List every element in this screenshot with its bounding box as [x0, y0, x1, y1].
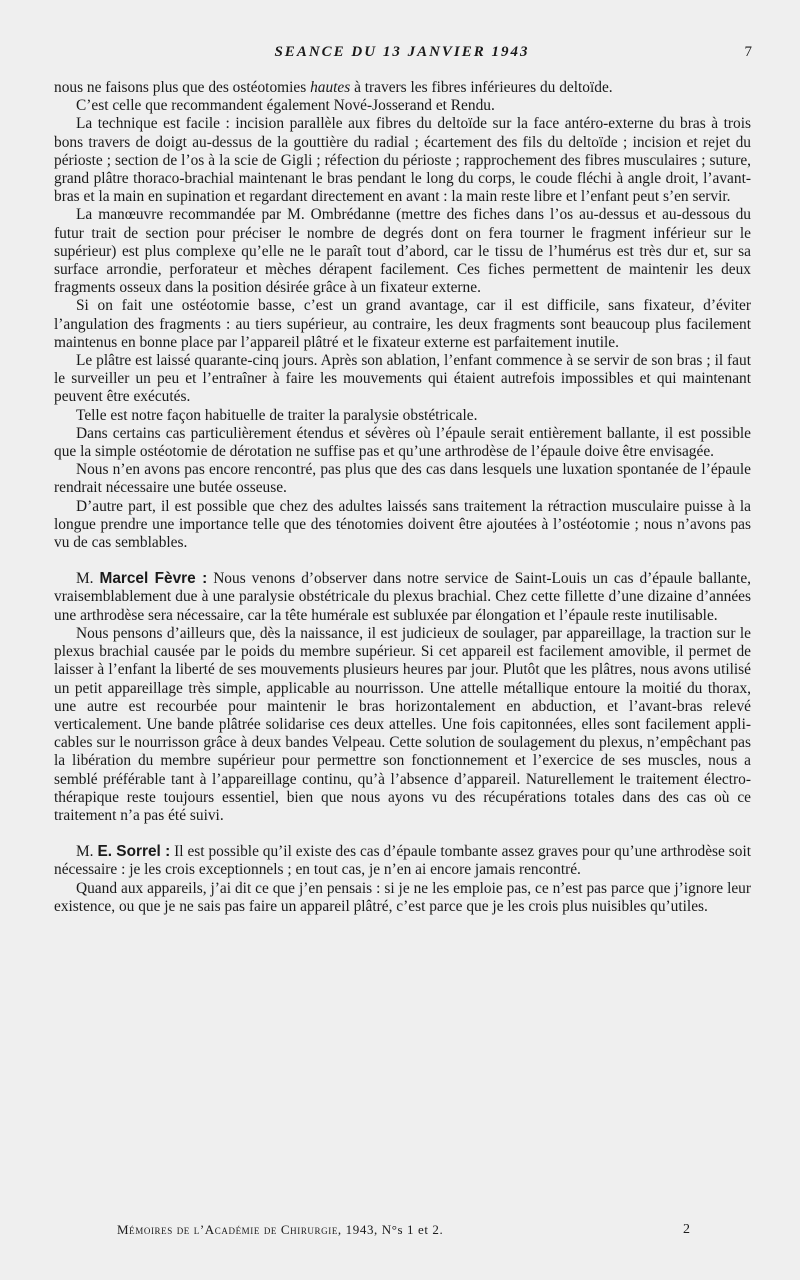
page-header: [52, 44, 752, 68]
paragraph: Nous n’en avons pas encore rencontré, pas plus que des cas dans lesquels une luxation spontanée de l’épaule rendrait nécessaire une butée osseuse.: [54, 461, 751, 497]
paragraph: Dans certains cas particulièrement étendus et sévères où l’épaule serait entièrement ballante, il est possible que la simple ostéotomie de dérotation ne suffise pas et qu’une arthrodèse de l’épaule doive être envisagée.: [54, 424, 751, 461]
paragraph: Quand aux appareils, j’ai dit ce que j’en pensais : si je ne les emploie pas, ce n’est pas parce que j’ignore leur existence, ou que je ne sais pas faire un appareil plâtré, c’est parce que je les crois plus nuisibles qu’utiles.: [54, 879, 751, 915]
paragraph: Nous pensons d’ailleurs que, dès la naissance, il est judicieux de soulager, par appareillage, la traction sur le plexus brachial causée par le poids du membre supérieur. Si cet appareil est facilement amovible, il permet de laisser à l’enfant la liberté de ses mouvements plusieurs heures par jour. Plutôt que les plâtres, nous avons utilisé un petit appareillage très simple, applicable au nourrisson. Une attelle métallique entoure la moitié du thorax, une autre est recourbée pour maintenir le bras horizontalement en abduction, et l’avant-bras relevé verticalement. Une bande plâtrée solidarise ces deux attelles. Une fois capitonnées, elles sont facilement applicables sur le nourrisson grâce à deux bandes Velpeau. Cette solution de soulagement du plexus, n’empêchant pas la libération du membre supérieur pour permettre son fonctionnement et l’exercice de ses muscles, nous a semblé préférable tant à l’appareillage continu, qu’à l’absence d’appareil. Naturellement le traitement électrothérapique reste toujours essentiel, bien que nous ayons vu des récupérations totales dans des cas où ce traitement n’a pas été suivi.: [54, 624, 751, 824]
running-title: SEANCE DU 13 JANVIER 1943: [274, 44, 530, 60]
paragraph: Le plâtre est laissé quarante-cinq jours. Après son ablation, l’enfant commence à se servir de son bras ; il faut le surveiller un peu et l’entraîner à faire les mouvements qui étaient autrefois impossibles et qui maintenant peuvent être exécutés.: [54, 352, 751, 406]
paragraph: C’est celle que recommandent également Nové-Josserand et Rendu.: [76, 97, 495, 115]
speaker-prefix: M.: [76, 570, 100, 588]
paragraph: Telle est notre façon habituelle de traiter la paralysie obstétricale.: [76, 406, 478, 424]
article-body: [54, 79, 751, 916]
sheet-number: 2: [683, 1222, 690, 1237]
paragraph: D’autre part, il est possible que chez des adultes laissés sans traitement la rétraction musculaire puisse à la longue prendre une importance telle que des ténotomies doivent être ajoutées à l’ostéotomie ; nous n’avons pas vu de cas semblables.: [54, 497, 751, 552]
emphasis: hautes: [310, 79, 351, 96]
text-run: Nous venons d’observer dans notre service de Saint-Louis un cas d’épaule ballante, vraisemblablement due à une paralysie obstétricale du plexus brachial. Chez cette fillette d’une dizaine d’années une arthrodèse sera nécessaire, car la tête humérale est subluxée par élongation et l’épaule reste inutilisable.: [54, 570, 751, 624]
journal-citation: [117, 1222, 443, 1238]
text-run: à travers les fibres inférieures du deltoïde.: [350, 79, 613, 96]
speaker-paragraph-fevre: [54, 570, 751, 625]
speaker-paragraph-sorrel: [54, 843, 751, 879]
speaker-prefix: M.: [76, 843, 98, 861]
text-run: nous ne faisons plus que des ostéotomies: [54, 79, 311, 96]
journal-issue: 1943, N°s 1 et 2.: [341, 1222, 444, 1237]
paragraph: La technique est facile : incision parallèle aux fibres du deltoïde sur la face antéro-externe du bras à trois bons travers de doigt au-dessus de la gouttière du radial ; écartement des fils du deltoïde ; incision et rejet du périoste ; section de l’os à la scie de Gigli ; réfection du périoste ; rapprochement des fibres musculaires ; suture, grand plâtre thoraco-brachial maintenant le bras pendant le long du corps, le coude fléchi à angle droit, l’avant-bras et la main en supination et regardant directement en avant : la main reste libre et l’enfant peut s’en servir.: [54, 115, 751, 206]
speaker-name: Marcel Fèvre :: [99, 570, 208, 588]
page-footer: [117, 1222, 690, 1242]
paragraph: Si on fait une ostéotomie basse, c’est un grand avantage, car il est difficile, sans fixateur, d’éviter l’angulation des fragments : au tiers supérieur, au contraire, les deux fragments sont beaucoup plus facilement maintenus en bonne place par l’appareil plâtré et le fixateur externe est parfaitement inutile.: [54, 297, 751, 351]
speaker-name: E. Sorrel :: [97, 843, 171, 861]
text-run: Il est possible qu’il existe des cas d’épaule tombante assez graves pour qu’une arthrodèse soit nécessaire : je les crois exceptionnels ; en tout cas, je n’en ai encore jamais rencontré.: [54, 843, 751, 879]
page-number: 7: [744, 44, 752, 60]
paragraph: La manœuvre recommandée par M. Ombrédanne (mettre des fiches dans l’os au-dessus et au-dessous du futur trait de section pour préciser le nombre de degrés dont on fera tourner le fragment inférieur sur le supérieur) est plus complexe qu’elle ne le paraît tout d’abord, car le tissu de l’humérus est très dur et, sur sa surface arrondie, perforateur et mèches dérapent facilement. Ces fiches permettent de maintenir les deux fragments osseux dans la position désirée grâce à un fixateur externe.: [54, 206, 751, 297]
journal-name: Mémoires de l’Académie de Chirurgie,: [117, 1222, 342, 1237]
paragraph: [54, 79, 751, 97]
